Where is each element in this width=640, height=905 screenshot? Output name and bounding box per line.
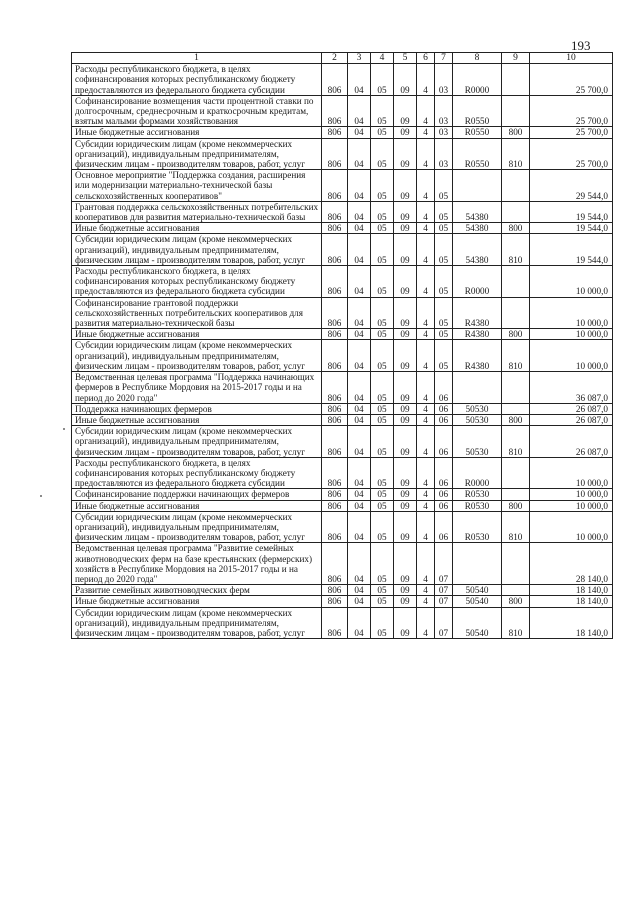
- table-row: [72, 266, 613, 298]
- header-cell: 9: [502, 53, 530, 64]
- amount-cell: 28 140,0: [530, 543, 613, 585]
- subprogram-cell: 4: [417, 511, 435, 543]
- amount-cell: 10 000,0: [530, 329, 613, 340]
- expense-type-cell: [502, 457, 530, 489]
- amount-cell: 29 544,0: [530, 170, 613, 202]
- event-cell: 06: [435, 426, 453, 458]
- amount-cell: 10 000,0: [530, 489, 613, 500]
- event-cell: 06: [435, 372, 453, 404]
- table-row: [72, 201, 613, 222]
- row-name-cell: Расходы республиканского бюджета, в целях софинансирования которых республиканскому бюджету предоставляются из федерального бюджета субсидии: [72, 64, 322, 96]
- expense-type-cell: [502, 489, 530, 500]
- article-cell: 05: [371, 329, 394, 340]
- row-name-cell: Субсидии юридическим лицам (кроме некоммерческих организаций), индивидуальным предпринимателям, физическим лицам - производителям товаров, работ, услуг: [72, 234, 322, 266]
- subsection-cell: 04: [348, 127, 371, 138]
- program-cell: 09: [394, 138, 417, 170]
- subprogram-cell: 4: [417, 340, 435, 372]
- section-cell: 806: [322, 170, 348, 202]
- event-cell: 06: [435, 500, 453, 511]
- direction-cell: R0000: [453, 266, 502, 298]
- event-cell: 05: [435, 329, 453, 340]
- program-cell: 09: [394, 414, 417, 425]
- row-name-cell: Софинансирование грантовой поддержки сельскохозяйственных потребительских кооперативов для развития материально-технической базы: [72, 297, 322, 329]
- article-cell: 05: [371, 426, 394, 458]
- subsection-cell: 04: [348, 414, 371, 425]
- direction-cell: R0530: [453, 511, 502, 543]
- subprogram-cell: 4: [417, 489, 435, 500]
- section-cell: 806: [322, 607, 348, 639]
- subprogram-cell: 4: [417, 414, 435, 425]
- direction-cell: 54380: [453, 234, 502, 266]
- row-name-cell: Ведомственная целевая программа "Развитие семейных животноводческих ферм на базе крестьянских (фермерских) хозяйств в Республике Мордовия на 2015-2017 годы и на период до 2020 года": [72, 543, 322, 585]
- event-cell: 05: [435, 340, 453, 372]
- subsection-cell: 04: [348, 340, 371, 372]
- article-cell: 05: [371, 500, 394, 511]
- table-row: [72, 585, 613, 596]
- table-row: [72, 426, 613, 458]
- section-cell: 806: [322, 500, 348, 511]
- expense-type-cell: 810: [502, 138, 530, 170]
- expense-type-cell: [502, 170, 530, 202]
- subsection-cell: 04: [348, 95, 371, 127]
- expense-type-cell: [502, 372, 530, 404]
- row-name-cell: Субсидии юридическим лицам (кроме некоммерческих организаций), индивидуальным предпринимателям, физическим лицам - производителям товаров, работ, услуг: [72, 340, 322, 372]
- page-number: 193: [571, 38, 591, 53]
- direction-cell: R0550: [453, 138, 502, 170]
- budget-table: [71, 52, 613, 639]
- header-cell: 7: [435, 53, 453, 64]
- event-cell: 03: [435, 127, 453, 138]
- event-cell: 06: [435, 403, 453, 414]
- program-cell: 09: [394, 596, 417, 607]
- subprogram-cell: 4: [417, 170, 435, 202]
- program-cell: 09: [394, 223, 417, 234]
- event-cell: 03: [435, 64, 453, 96]
- article-cell: 05: [371, 127, 394, 138]
- row-name-cell: Расходы республиканского бюджета, в целях софинансирования которых республиканскому бюджету предоставляются из федерального бюджета субсидии: [72, 266, 322, 298]
- article-cell: 05: [371, 64, 394, 96]
- direction-cell: R0530: [453, 489, 502, 500]
- section-cell: 806: [322, 340, 348, 372]
- direction-cell: 50530: [453, 414, 502, 425]
- row-name-cell: Расходы республиканского бюджета, в целях софинансирования которых республиканскому бюджету предоставляются из федерального бюджета субсидии: [72, 457, 322, 489]
- table-row: [72, 543, 613, 585]
- expense-type-cell: 800: [502, 500, 530, 511]
- subsection-cell: 04: [348, 607, 371, 639]
- row-name-cell: Иные бюджетные ассигнования: [72, 500, 322, 511]
- program-cell: 09: [394, 329, 417, 340]
- subprogram-cell: 4: [417, 543, 435, 585]
- section-cell: 806: [322, 266, 348, 298]
- article-cell: 05: [371, 543, 394, 585]
- table-row: [72, 489, 613, 500]
- program-cell: 09: [394, 170, 417, 202]
- event-cell: 07: [435, 596, 453, 607]
- subsection-cell: 04: [348, 403, 371, 414]
- program-cell: 09: [394, 297, 417, 329]
- subsection-cell: 04: [348, 457, 371, 489]
- row-name-cell: Софинансирование поддержки начинающих фермеров: [72, 489, 322, 500]
- article-cell: 05: [371, 170, 394, 202]
- subprogram-cell: 4: [417, 500, 435, 511]
- direction-cell: R0530: [453, 500, 502, 511]
- table-row: [72, 500, 613, 511]
- header-cell: 10: [530, 53, 613, 64]
- row-name-cell: Иные бюджетные ассигнования: [72, 127, 322, 138]
- table-header-row: [72, 53, 613, 64]
- article-cell: 05: [371, 340, 394, 372]
- direction-cell: 50530: [453, 403, 502, 414]
- article-cell: 05: [371, 138, 394, 170]
- article-cell: 05: [371, 596, 394, 607]
- header-cell: 6: [417, 53, 435, 64]
- scan-speck: [40, 495, 42, 497]
- program-cell: 09: [394, 511, 417, 543]
- section-cell: 806: [322, 138, 348, 170]
- subsection-cell: 04: [348, 234, 371, 266]
- article-cell: 05: [371, 585, 394, 596]
- expense-type-cell: [502, 585, 530, 596]
- subprogram-cell: 4: [417, 403, 435, 414]
- table-row: [72, 340, 613, 372]
- subprogram-cell: 4: [417, 223, 435, 234]
- amount-cell: 25 700,0: [530, 127, 613, 138]
- subprogram-cell: 4: [417, 64, 435, 96]
- subsection-cell: 04: [348, 372, 371, 404]
- expense-type-cell: [502, 95, 530, 127]
- expense-type-cell: [502, 201, 530, 222]
- header-cell: 8: [453, 53, 502, 64]
- event-cell: 07: [435, 607, 453, 639]
- article-cell: 05: [371, 297, 394, 329]
- expense-type-cell: 800: [502, 329, 530, 340]
- table-row: [72, 297, 613, 329]
- subsection-cell: 04: [348, 64, 371, 96]
- row-name-cell: Поддержка начинающих фермеров: [72, 403, 322, 414]
- section-cell: 806: [322, 543, 348, 585]
- subsection-cell: 04: [348, 511, 371, 543]
- event-cell: 05: [435, 170, 453, 202]
- amount-cell: 10 000,0: [530, 297, 613, 329]
- row-name-cell: Иные бюджетные ассигнования: [72, 329, 322, 340]
- subprogram-cell: 4: [417, 201, 435, 222]
- amount-cell: 18 140,0: [530, 585, 613, 596]
- direction-cell: 50540: [453, 585, 502, 596]
- direction-cell: 50540: [453, 596, 502, 607]
- row-name-cell: Иные бюджетные ассигнования: [72, 223, 322, 234]
- section-cell: 806: [322, 127, 348, 138]
- section-cell: 806: [322, 457, 348, 489]
- program-cell: 09: [394, 500, 417, 511]
- row-name-cell: Основное мероприятие "Поддержка создания, расширения или модернизации материально-технической базы сельскохозяйственных кооперативов": [72, 170, 322, 202]
- direction-cell: [453, 170, 502, 202]
- table-row: [72, 403, 613, 414]
- article-cell: 05: [371, 372, 394, 404]
- program-cell: 09: [394, 64, 417, 96]
- table-row: [72, 234, 613, 266]
- direction-cell: R0550: [453, 127, 502, 138]
- program-cell: 09: [394, 489, 417, 500]
- header-cell: 3: [348, 53, 371, 64]
- expense-type-cell: [502, 64, 530, 96]
- direction-cell: 54380: [453, 223, 502, 234]
- event-cell: 03: [435, 138, 453, 170]
- subsection-cell: 04: [348, 297, 371, 329]
- subprogram-cell: 4: [417, 127, 435, 138]
- subsection-cell: 04: [348, 223, 371, 234]
- article-cell: 05: [371, 511, 394, 543]
- subprogram-cell: 4: [417, 297, 435, 329]
- amount-cell: 25 700,0: [530, 138, 613, 170]
- direction-cell: 50530: [453, 426, 502, 458]
- article-cell: 05: [371, 403, 394, 414]
- header-cell: 5: [394, 53, 417, 64]
- amount-cell: 18 140,0: [530, 607, 613, 639]
- section-cell: 806: [322, 372, 348, 404]
- section-cell: 806: [322, 95, 348, 127]
- article-cell: 05: [371, 266, 394, 298]
- row-name-cell: Развитие семейных животноводческих ферм: [72, 585, 322, 596]
- direction-cell: R4380: [453, 340, 502, 372]
- program-cell: 09: [394, 585, 417, 596]
- article-cell: 05: [371, 457, 394, 489]
- section-cell: 806: [322, 511, 348, 543]
- budget-table-body: [72, 53, 613, 639]
- amount-cell: 26 087,0: [530, 414, 613, 425]
- amount-cell: 10 000,0: [530, 511, 613, 543]
- section-cell: 806: [322, 489, 348, 500]
- scan-speck: [63, 428, 65, 430]
- row-name-cell: Субсидии юридическим лицам (кроме некоммерческих организаций), индивидуальным предпринимателям, физическим лицам - производителям товаров, работ, услуг: [72, 511, 322, 543]
- article-cell: 05: [371, 201, 394, 222]
- section-cell: 806: [322, 585, 348, 596]
- row-name-cell: Ведомственная целевая программа "Поддержка начинающих фермеров в Республике Мордовия на 2015-2017 годы и на период до 2020 года": [72, 372, 322, 404]
- subsection-cell: 04: [348, 201, 371, 222]
- amount-cell: 36 087,0: [530, 372, 613, 404]
- amount-cell: 25 700,0: [530, 95, 613, 127]
- table-row: [72, 329, 613, 340]
- program-cell: 09: [394, 457, 417, 489]
- program-cell: 09: [394, 234, 417, 266]
- direction-cell: 54380: [453, 201, 502, 222]
- expense-type-cell: 800: [502, 223, 530, 234]
- section-cell: 806: [322, 64, 348, 96]
- direction-cell: R0550: [453, 95, 502, 127]
- program-cell: 09: [394, 127, 417, 138]
- event-cell: 05: [435, 201, 453, 222]
- subprogram-cell: 4: [417, 585, 435, 596]
- expense-type-cell: 810: [502, 426, 530, 458]
- program-cell: 09: [394, 426, 417, 458]
- subprogram-cell: 4: [417, 266, 435, 298]
- article-cell: 05: [371, 489, 394, 500]
- row-name-cell: Субсидии юридическим лицам (кроме некоммерческих организаций), индивидуальным предпринимателям, физическим лицам - производителям товаров, работ, услуг: [72, 426, 322, 458]
- subprogram-cell: 4: [417, 426, 435, 458]
- article-cell: 05: [371, 223, 394, 234]
- amount-cell: 10 000,0: [530, 500, 613, 511]
- expense-type-cell: 810: [502, 340, 530, 372]
- program-cell: 09: [394, 543, 417, 585]
- table-row: [72, 372, 613, 404]
- direction-cell: R0000: [453, 64, 502, 96]
- expense-type-cell: 800: [502, 596, 530, 607]
- section-cell: 806: [322, 426, 348, 458]
- row-name-cell: Субсидии юридическим лицам (кроме некоммерческих организаций), индивидуальным предпринимателям, физическим лицам - производителям товаров, работ, услуг: [72, 607, 322, 639]
- program-cell: 09: [394, 340, 417, 372]
- direction-cell: 50540: [453, 607, 502, 639]
- table-row: [72, 95, 613, 127]
- amount-cell: 19 544,0: [530, 201, 613, 222]
- table-row: [72, 596, 613, 607]
- subprogram-cell: 4: [417, 138, 435, 170]
- subprogram-cell: 4: [417, 234, 435, 266]
- subsection-cell: 04: [348, 543, 371, 585]
- event-cell: 05: [435, 234, 453, 266]
- section-cell: 806: [322, 201, 348, 222]
- subprogram-cell: 4: [417, 596, 435, 607]
- subprogram-cell: 4: [417, 95, 435, 127]
- event-cell: 05: [435, 297, 453, 329]
- row-name-cell: Софинансирование возмещения части процентной ставки по долгосрочным, среднесрочным и краткосрочным кредитам, взятым малыми формами хозяйствования: [72, 95, 322, 127]
- direction-cell: [453, 543, 502, 585]
- amount-cell: 10 000,0: [530, 457, 613, 489]
- section-cell: 806: [322, 329, 348, 340]
- table-row: [72, 414, 613, 425]
- section-cell: 806: [322, 297, 348, 329]
- event-cell: 07: [435, 585, 453, 596]
- amount-cell: 19 544,0: [530, 234, 613, 266]
- table-row: [72, 64, 613, 96]
- header-cell: 1: [72, 53, 322, 64]
- row-name-cell: Иные бюджетные ассигнования: [72, 596, 322, 607]
- subsection-cell: 04: [348, 596, 371, 607]
- row-name-cell: Иные бюджетные ассигнования: [72, 414, 322, 425]
- subsection-cell: 04: [348, 489, 371, 500]
- expense-type-cell: [502, 403, 530, 414]
- event-cell: 06: [435, 457, 453, 489]
- subsection-cell: 04: [348, 585, 371, 596]
- direction-cell: R4380: [453, 297, 502, 329]
- subprogram-cell: 4: [417, 329, 435, 340]
- program-cell: 09: [394, 201, 417, 222]
- expense-type-cell: 810: [502, 607, 530, 639]
- program-cell: 09: [394, 403, 417, 414]
- expense-type-cell: 800: [502, 414, 530, 425]
- event-cell: 05: [435, 266, 453, 298]
- program-cell: 09: [394, 372, 417, 404]
- row-name-cell: Субсидии юридическим лицам (кроме некоммерческих организаций), индивидуальным предпринимателям, физическим лицам - производителям товаров, работ, услуг: [72, 138, 322, 170]
- header-cell: 2: [322, 53, 348, 64]
- event-cell: 05: [435, 223, 453, 234]
- article-cell: 05: [371, 95, 394, 127]
- direction-cell: [453, 372, 502, 404]
- program-cell: 09: [394, 266, 417, 298]
- section-cell: 806: [322, 414, 348, 425]
- amount-cell: 26 087,0: [530, 426, 613, 458]
- table-row: [72, 457, 613, 489]
- event-cell: 06: [435, 414, 453, 425]
- expense-type-cell: [502, 297, 530, 329]
- event-cell: 06: [435, 511, 453, 543]
- table-row: [72, 127, 613, 138]
- amount-cell: 18 140,0: [530, 596, 613, 607]
- article-cell: 05: [371, 234, 394, 266]
- header-cell: 4: [371, 53, 394, 64]
- amount-cell: 10 000,0: [530, 340, 613, 372]
- subsection-cell: 04: [348, 329, 371, 340]
- expense-type-cell: [502, 266, 530, 298]
- subsection-cell: 04: [348, 170, 371, 202]
- amount-cell: 10 000,0: [530, 266, 613, 298]
- subsection-cell: 04: [348, 266, 371, 298]
- table-row: [72, 138, 613, 170]
- direction-cell: R0000: [453, 457, 502, 489]
- table-row: [72, 223, 613, 234]
- section-cell: 806: [322, 596, 348, 607]
- event-cell: 06: [435, 489, 453, 500]
- section-cell: 806: [322, 234, 348, 266]
- section-cell: 806: [322, 403, 348, 414]
- amount-cell: 19 544,0: [530, 223, 613, 234]
- row-name-cell: Грантовая поддержка сельскохозяйственных потребительских кооперативов для развития материально-технической базы: [72, 201, 322, 222]
- subprogram-cell: 4: [417, 457, 435, 489]
- event-cell: 07: [435, 543, 453, 585]
- event-cell: 03: [435, 95, 453, 127]
- amount-cell: 25 700,0: [530, 64, 613, 96]
- amount-cell: 26 087,0: [530, 403, 613, 414]
- article-cell: 05: [371, 607, 394, 639]
- subprogram-cell: 4: [417, 372, 435, 404]
- section-cell: 806: [322, 223, 348, 234]
- article-cell: 05: [371, 414, 394, 425]
- expense-type-cell: 800: [502, 127, 530, 138]
- table-row: [72, 607, 613, 639]
- subsection-cell: 04: [348, 138, 371, 170]
- table-row: [72, 170, 613, 202]
- program-cell: 09: [394, 95, 417, 127]
- expense-type-cell: 810: [502, 234, 530, 266]
- direction-cell: R4380: [453, 329, 502, 340]
- subprogram-cell: 4: [417, 607, 435, 639]
- program-cell: 09: [394, 607, 417, 639]
- subsection-cell: 04: [348, 500, 371, 511]
- subsection-cell: 04: [348, 426, 371, 458]
- expense-type-cell: 810: [502, 511, 530, 543]
- table-row: [72, 511, 613, 543]
- expense-type-cell: [502, 543, 530, 585]
